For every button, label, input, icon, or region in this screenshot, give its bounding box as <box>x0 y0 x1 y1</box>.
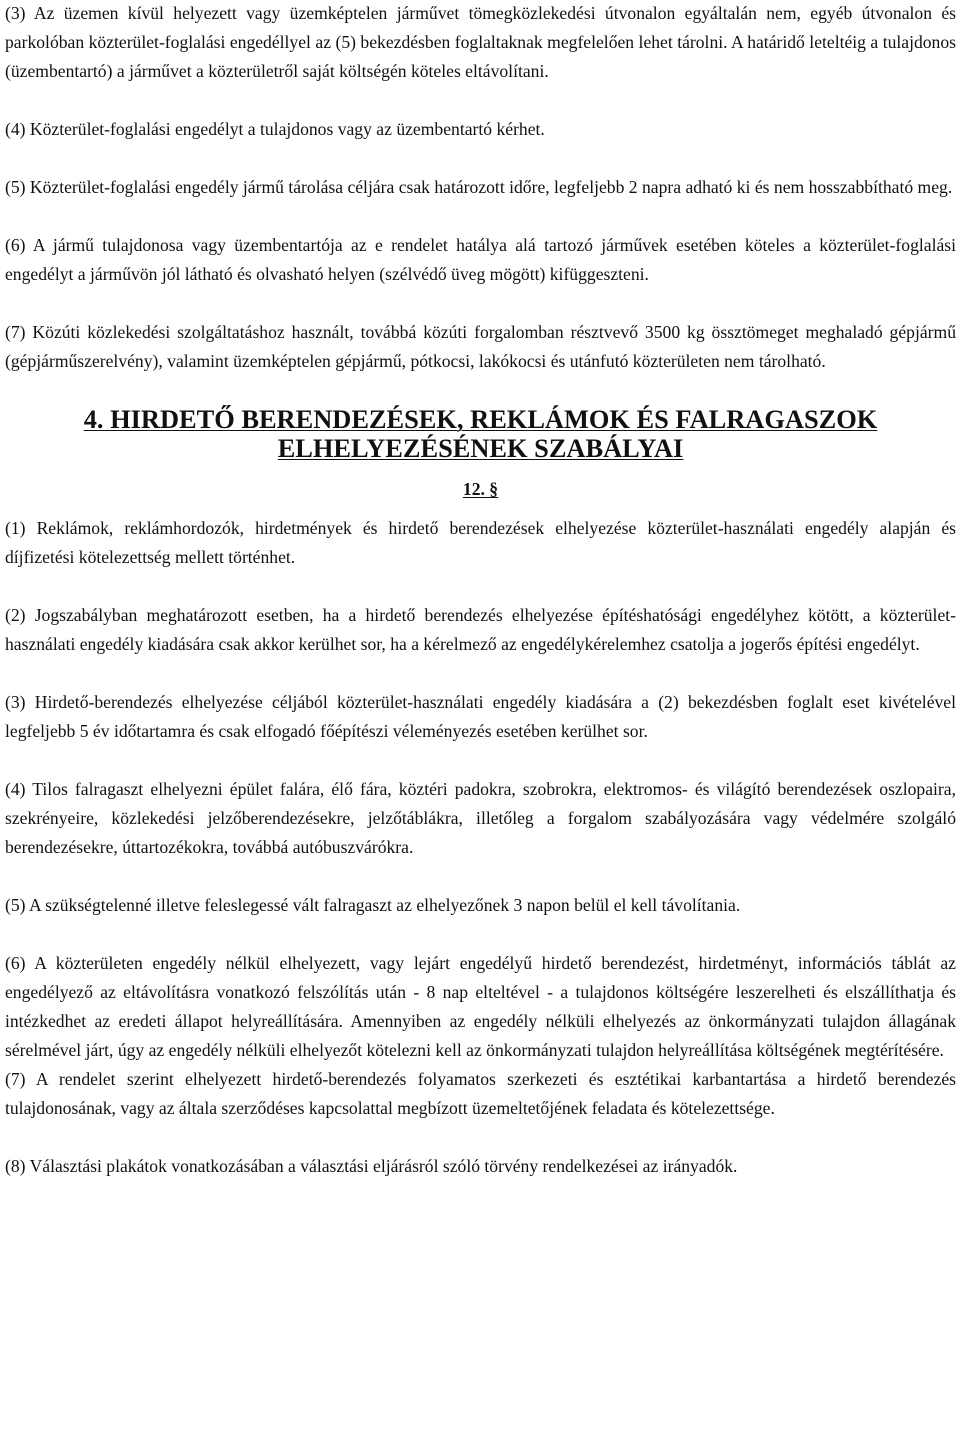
chapter-heading-line2: ELHELYEZÉSÉNEK SZABÁLYAI <box>277 433 684 463</box>
section-paragraph-5: (5) A szükségtelenné illetve feleslegessé vált falragaszt az elhelyezőnek 3 napon belül el kell távolítania. <box>5 895 741 915</box>
chapter-heading-line1: 4. HIRDETŐ BERENDEZÉSEK, REKLÁMOK ÉS FALRAGASZOK <box>83 404 878 434</box>
paragraph-6-permit-display: (6) A jármű tulajdonosa vagy üzembentartója az e rendelet hatálya alá tartozó járművek esetében köteles a közterület-foglalási engedélyt a járművön jól látható és olvasható helyen (szélvédő üveg mögött) kifüggeszteni. <box>5 235 956 284</box>
section-paragraph-4: (4) Tilos falragaszt elhelyezni épület falára, élő fára, köztéri padokra, szobrokra, elektromos- és világító berendezések oszlopaira, szekrényeire, közlekedési jelzőberendezésekre, jelzőtáblákra, illetőleg a forgalom szabályozására vagy védelmére szolgáló berendezésekre, úttartozékokra, továbbá autóbuszvárókra. <box>5 779 956 857</box>
paragraph-3-storage: (3) Az üzemen kívül helyezett vagy üzemképtelen járművet tömegközlekedési útvonalon egyáltalán nem, egyéb útvonalon és parkolóban közterület-foglalási engedéllyel az (5) bekezdésben foglaltaknak megfelelően lehet tárolni. A határidő leteltéig a tulajdonos (üzembentartó) a járművet a közterületről saját költségén köteles eltávolítani. <box>5 3 956 81</box>
section-paragraph-8: (8) Választási plakátok vonatkozásában a választási eljárásról szóló törvény rendelkezései az irányadók. <box>5 1156 738 1176</box>
chapter-heading <box>5 405 956 463</box>
section-paragraph-2: (2) Jogszabályban meghatározott esetben, ha a hirdető berendezés elhelyezése építéshatósági engedélyhez kötött, a közterület-használati engedély kiadására csak akkor kerülhet sor, ha a kérelmező az engedélykérelemhez csatolja a jogerős építési engedélyt. <box>5 605 956 654</box>
section-paragraph-7: (7) A rendelet szerint elhelyezett hirdető-berendezés folyamatos szerkezeti és esztétikai karbantartása a hirdető berendezés tulajdonosának, vagy az általa szerződéses kapcsolattal megbízott üzemeltetőjének feladata és kötelezettsége. <box>5 1069 956 1118</box>
paragraph-5-permit-duration: (5) Közterület-foglalási engedély jármű tárolása céljára csak határozott időre, legfeljebb 2 napra adható ki és nem hosszabbítható meg. <box>5 177 953 197</box>
section-number: 12. § <box>462 479 499 499</box>
section-paragraph-3: (3) Hirdető-berendezés elhelyezése céljából közterület-használati engedély kiadására a (2) bekezdésben foglalt eset kivételével legfeljebb 5 év időtartamra és csak elfogadó főépítészi véleményezés esetében kerülhet sor. <box>5 692 956 741</box>
paragraph-7-heavy-vehicles: (7) Közúti közlekedési szolgáltatáshoz használt, továbbá közúti forgalomban résztvevő 3500 kg össztömeget meghaladó gépjármű (gépjárműszerelvény), valamint üzemképtelen gépjármű, pótkocsi, lakókocsi és utánfutó közterületen nem tárolható. <box>5 322 956 371</box>
section-paragraph-1: (1) Reklámok, reklámhordozók, hirdetmények és hirdető berendezések elhelyezése közterület-használati engedély alapján és díjfizetési kötelezettség mellett történhet. <box>5 518 956 567</box>
paragraph-4-permit-applicant: (4) Közterület-foglalási engedélyt a tulajdonos vagy az üzembentartó kérhet. <box>5 119 545 139</box>
section-paragraph-6: (6) A közterületen engedély nélkül elhelyezett, vagy lejárt engedélyű hirdető berendezést, hirdetményt, információs táblát az engedélyező az eltávolításra vonatkozó felszólítás után - 8 nap elteltével - a tulajdonos költségére leszerelheti és elszállíthatja és intézkedhet az eredeti állapot helyreállítására. Amennyiben az engedély nélküli elhelyezés az önkormányzati tulajdon állagának sérelmével járt, úgy az engedély nélküli elhelyezőt kötelezni kell az önkormányzati tulajdon helyreállítása költségének megtérítésére. <box>5 953 956 1060</box>
